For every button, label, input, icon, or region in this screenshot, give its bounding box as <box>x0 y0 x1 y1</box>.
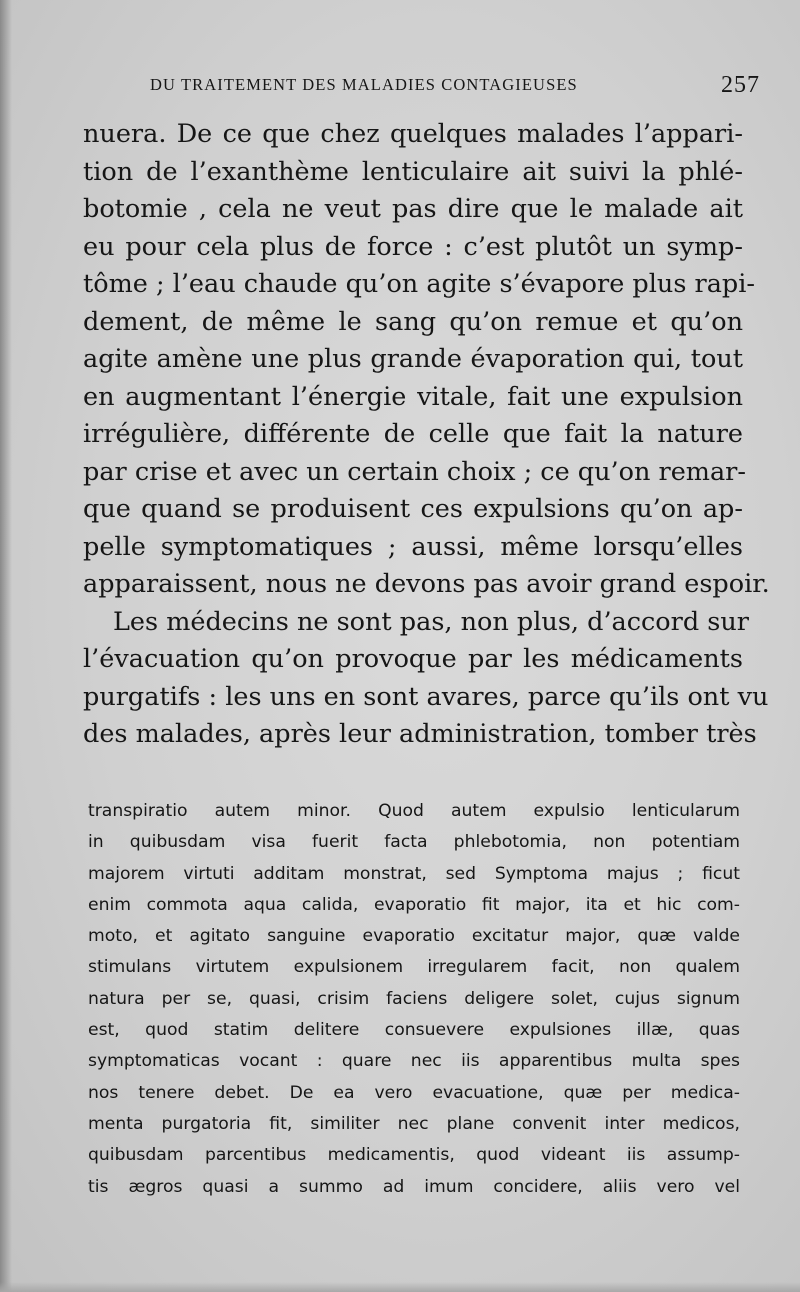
paragraph-start-line: Les médecins ne sont pas, non plus, d’accord sur <box>113 606 749 637</box>
text-line: tion de l’exanthème lenticulaire ait suivi la phlé- <box>83 156 743 187</box>
running-title: DU TRAITEMENT DES MALADIES CONTAGIEUSES <box>150 75 578 94</box>
footnote-line: stimulans virtutem expulsionem irregularem facit, non qualem <box>88 957 740 978</box>
footnote-line: moto, et agitato sanguine evaporatio excitatur major, quæ valde <box>88 926 740 947</box>
text-line: que quand se produisent ces expulsions qu’on ap- <box>83 494 743 524</box>
text-line: en augmentant l’énergie vitale, fait une expulsion <box>83 381 743 412</box>
main-text <box>83 116 770 754</box>
text-line: eu pour cela plus de force : c’est plutôt un symp- <box>83 231 743 262</box>
latin-footnote <box>88 796 740 1203</box>
text-line: botomie , cela ne veut pas dire que le malade ait <box>83 194 743 224</box>
text-line: nuera. De ce que chez quelques malades l’appari- <box>83 119 743 149</box>
text-line: pelle symptomatiques ; aussi, même lorsqu’elles <box>83 531 743 562</box>
page-number: 257 <box>721 72 760 98</box>
footnote-line: transpiratio autem minor. Quod autem expulsio lenticularum <box>88 801 740 821</box>
footnote-line: nos tenere debet. De ea vero evacuatione, quæ per medica- <box>88 1082 740 1103</box>
text-line: tôme ; l’eau chaude qu’on agite s’évapore plus rapi- <box>83 269 756 299</box>
text-line: par crise et avec un certain choix ; ce qu’on remar- <box>83 456 746 487</box>
footnote-line: enim commota aqua calida, evaporatio fit major, ita et hic com- <box>88 894 740 915</box>
footnote-line: in quibusdam visa fuerit facta phlebotomia, non potentiam <box>88 832 740 853</box>
footnote-line: tis ægros quasi a summo ad imum concidere, aliis vero vel <box>88 1176 740 1197</box>
text-line: irrégulière, différente de celle que fait la nature <box>83 419 743 449</box>
page-edge-shadow <box>0 0 12 1292</box>
footnote-line: natura per se, quasi, crisim faciens deligere solet, cujus signum <box>88 988 740 1009</box>
text-line: purgatifs : les uns en sont avares, parce qu’ils ont vu <box>83 681 769 712</box>
text-line: agite amène une plus grande évaporation qui, tout <box>83 344 743 374</box>
page-bottom-shadow <box>0 1282 800 1292</box>
text-line: des malades, après leur administration, tomber très <box>83 719 757 749</box>
footnote-line: est, quod statim delitere consuevere expulsiones illæ, quas <box>88 1020 740 1041</box>
footnote-line: symptomaticas vocant : quare nec iis apparentibus multa spes <box>88 1051 740 1072</box>
text-line: l’évacuation qu’on provoque par les médicaments <box>83 644 743 674</box>
text-line: apparaissent, nous ne devons pas avoir grand espoir. <box>83 569 770 599</box>
footnote-line: menta purgatoria fit, similiter nec plane convenit inter medicos, <box>88 1113 740 1134</box>
footnote-line: quibusdam parcentibus medicamentis, quod videant iis assump- <box>88 1145 740 1166</box>
footnote-line: majorem virtuti additam monstrat, sed Symptoma majus ; ficut <box>88 863 740 884</box>
text-line: dement, de même le sang qu’on remue et qu’on <box>83 306 743 337</box>
running-head <box>150 72 760 102</box>
